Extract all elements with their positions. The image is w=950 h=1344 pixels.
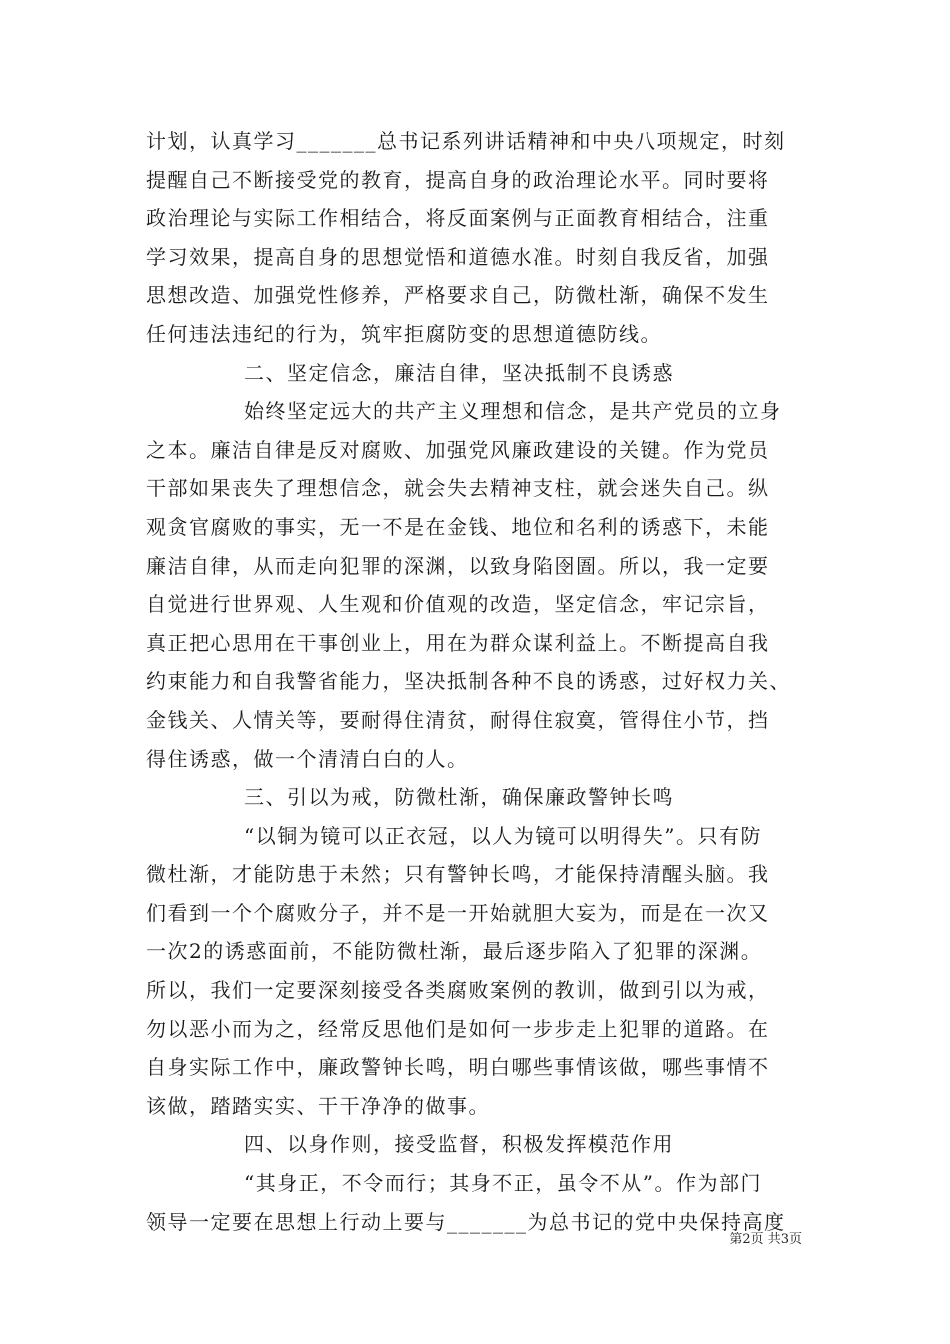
text-line: 得住诱惑，做一个清清白白的人。 <box>146 746 469 771</box>
text-line: 真正把心思用在干事创业上，用在为群众谋利益上。不断提高自我 <box>146 630 770 655</box>
text-line: 任何违法违纪的行为，筑牢拒腐防变的思想道德防线。 <box>146 321 662 346</box>
text-line: 干部如果丧失了理想信念，就会失去精神支柱，就会迷失自己。纵 <box>146 476 770 501</box>
document-body <box>146 122 806 1241</box>
section-heading: 四、以身作则，接受监督，积极发挥模范作用 <box>244 1132 674 1157</box>
text-line: “以铜为镜可以正衣冠，以人为镜可以明得失”。只有防 <box>244 823 762 848</box>
text-line: 所以，我们一定要深刻接受各类腐败案例的教训，做到引以为戒， <box>146 978 770 1003</box>
text-line: 提醒自己不断接受党的教育，提高自身的政治理论水平。同时要将 <box>146 167 770 192</box>
text-line: 们看到一个个腐败分子，并不是一开始就胆大妄为，而是在一次又 <box>146 900 770 925</box>
text-line: 计划，认真学习_______总书记系列讲话精神和中央八项规定，时刻 <box>146 129 786 153</box>
text-line: “其身正，不令而行；其身不正，虽令不从”。作为部门 <box>244 1171 762 1196</box>
text-line: 领导一定要在思想上行动上要与_______为总书记的党中央保持高度 <box>146 1209 786 1234</box>
text-line: 始终坚定远大的共产主义理想和信念，是共产党员的立身 <box>244 399 782 424</box>
page-footer: 第2页 共3页 <box>729 1232 802 1247</box>
text-line: 约束能力和自我警省能力，坚决抵制各种不良的诱惑，过好权力关、 <box>146 669 791 694</box>
text-line: 该做，踏踏实实、干干净净的做事。 <box>146 1093 490 1118</box>
text-line: 自身实际工作中，廉政警钟长鸣，明白哪些事情该做，哪些事情不 <box>146 1055 770 1080</box>
text-line: 之本。廉洁自律是反对腐败、加强党风廉政建设的关键。作为党员 <box>146 437 770 462</box>
section-heading: 三、引以为戒，防微杜渐，确保廉政警钟长鸣 <box>244 785 674 810</box>
text-line: 学习效果，提高自身的思想觉悟和道德水准。时刻自我反省，加强 <box>146 244 770 269</box>
section-heading: 二、坚定信念，廉洁自律，坚决抵制不良诱惑 <box>244 360 674 385</box>
text-line: 思想改造、加强党性修养，严格要求自己，防微杜渐，确保不发生 <box>146 283 770 308</box>
text-line: 金钱关、人情关等，要耐得住清贫，耐得住寂寞，管得住小节，挡 <box>146 707 770 732</box>
text-line: 廉洁自律，从而走向犯罪的深渊，以致身陷囹圄。所以，我一定要 <box>146 553 770 578</box>
text-line: 观贪官腐败的事实，无一不是在金钱、地位和名利的诱惑下，未能 <box>146 514 770 539</box>
text-line: 微杜渐，才能防患于未然；只有警钟长鸣，才能保持清醒头脑。我 <box>146 862 770 887</box>
text-line: 自觉进行世界观、人生观和价值观的改造，坚定信念，牢记宗旨， <box>146 592 770 617</box>
text-line: 勿以恶小而为之，经常反思他们是如何一步步走上犯罪的道路。在 <box>146 1016 770 1041</box>
text-line: 一次2的诱惑面前，不能防微杜渐，最后逐步陷入了犯罪的深渊。 <box>146 939 763 964</box>
text-line: 政治理论与实际工作相结合，将反面案例与正面教育相结合，注重 <box>146 206 770 231</box>
